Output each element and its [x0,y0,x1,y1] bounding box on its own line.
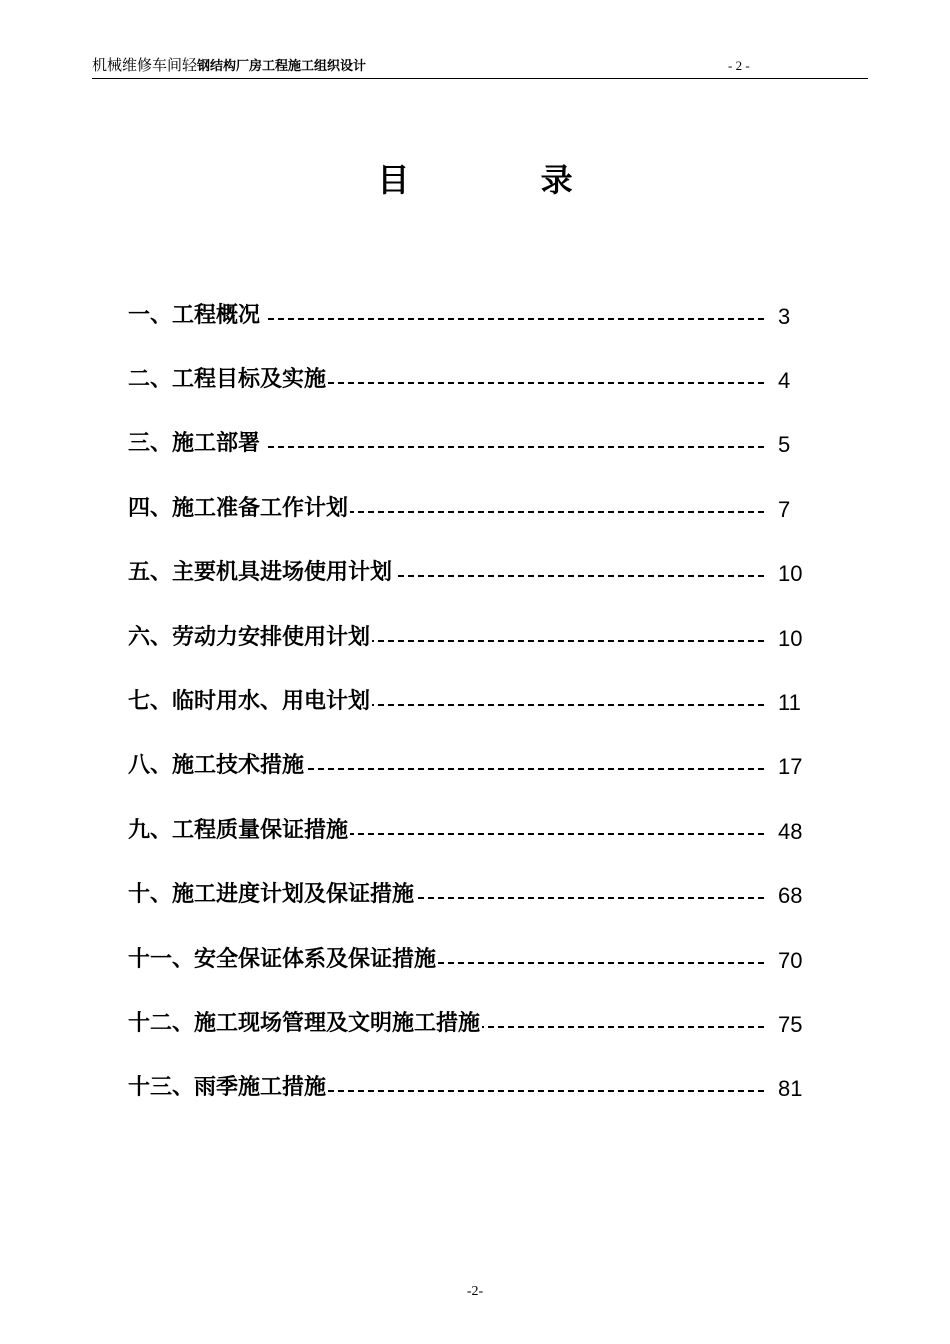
toc-entry[interactable] [128,489,808,529]
toc-entry[interactable] [128,553,808,593]
toc-entry-page: 11 [778,690,801,715]
toc-entry-page: 5 [778,432,791,457]
toc-entry[interactable] [128,875,808,915]
header-title-part2: 钢结构厂房工程施工组织设计 [197,59,367,74]
toc-entry-page: 68 [778,883,803,908]
toc-leader-dots [268,768,764,770]
header-title-part1: 机械维修车间轻 [92,56,198,74]
footer-page-number: -2- [466,1284,484,1299]
toc-entry-label: 三、施工部署 [128,424,262,464]
toc-entry-page: 10 [778,561,803,586]
toc-entry-label: 十三、雨季施工措施 [128,1068,328,1108]
toc-entry[interactable] [128,360,808,400]
toc-entry-label: 二、工程目标及实施 [128,360,328,400]
toc-entry-label: 七、临时用水、用电计划 [128,682,372,722]
toc-leader-dots [268,382,764,384]
toc-entry[interactable] [128,618,808,658]
toc-entry-label: 五、主要机具进场使用计划 [128,553,394,593]
toc-entry-label: 四、施工准备工作计划 [128,489,350,529]
toc-entry[interactable] [128,296,808,336]
toc-entry-page: 10 [778,626,803,651]
toc-entry-label: 十一、安全保证体系及保证措施 [128,940,438,980]
toc-entry-page: 7 [778,497,791,522]
toc-entry-label: 十二、施工现场管理及文明施工措施 [128,1004,482,1044]
toc-entry-label: 九、工程质量保证措施 [128,811,350,851]
toc-entry[interactable] [128,424,808,464]
toc-entry-label: 六、劳动力安排使用计划 [128,618,372,658]
page-header [92,54,868,79]
toc-entry-page: 81 [778,1076,803,1101]
toc-entry-page: 17 [778,754,803,779]
toc-entry[interactable] [128,746,808,786]
toc-entry-page: 48 [778,819,803,844]
toc-entry[interactable] [128,811,808,851]
toc-title: 目 录 [377,161,633,199]
toc-entry[interactable] [128,1068,808,1108]
toc-entry-label: 八、施工技术措施 [128,746,306,786]
header-title [92,55,366,77]
toc-entry-page: 3 [778,304,791,329]
toc-entry-page: 4 [778,368,791,393]
toc-leader-dots [268,318,764,320]
toc-leader-dots [268,1090,764,1092]
toc-entry[interactable] [128,1004,808,1044]
header-page-number: - 2 - [728,58,750,73]
toc-entry-page: 70 [778,948,803,973]
toc-entry-label: 十、施工进度计划及保证措施 [128,875,416,915]
toc-entry[interactable] [128,940,808,980]
toc-entry-label: 一、工程概况 [128,296,262,336]
toc-entry[interactable] [128,682,808,722]
toc-leader-dots [268,446,764,448]
toc-entry-page: 75 [778,1012,803,1037]
